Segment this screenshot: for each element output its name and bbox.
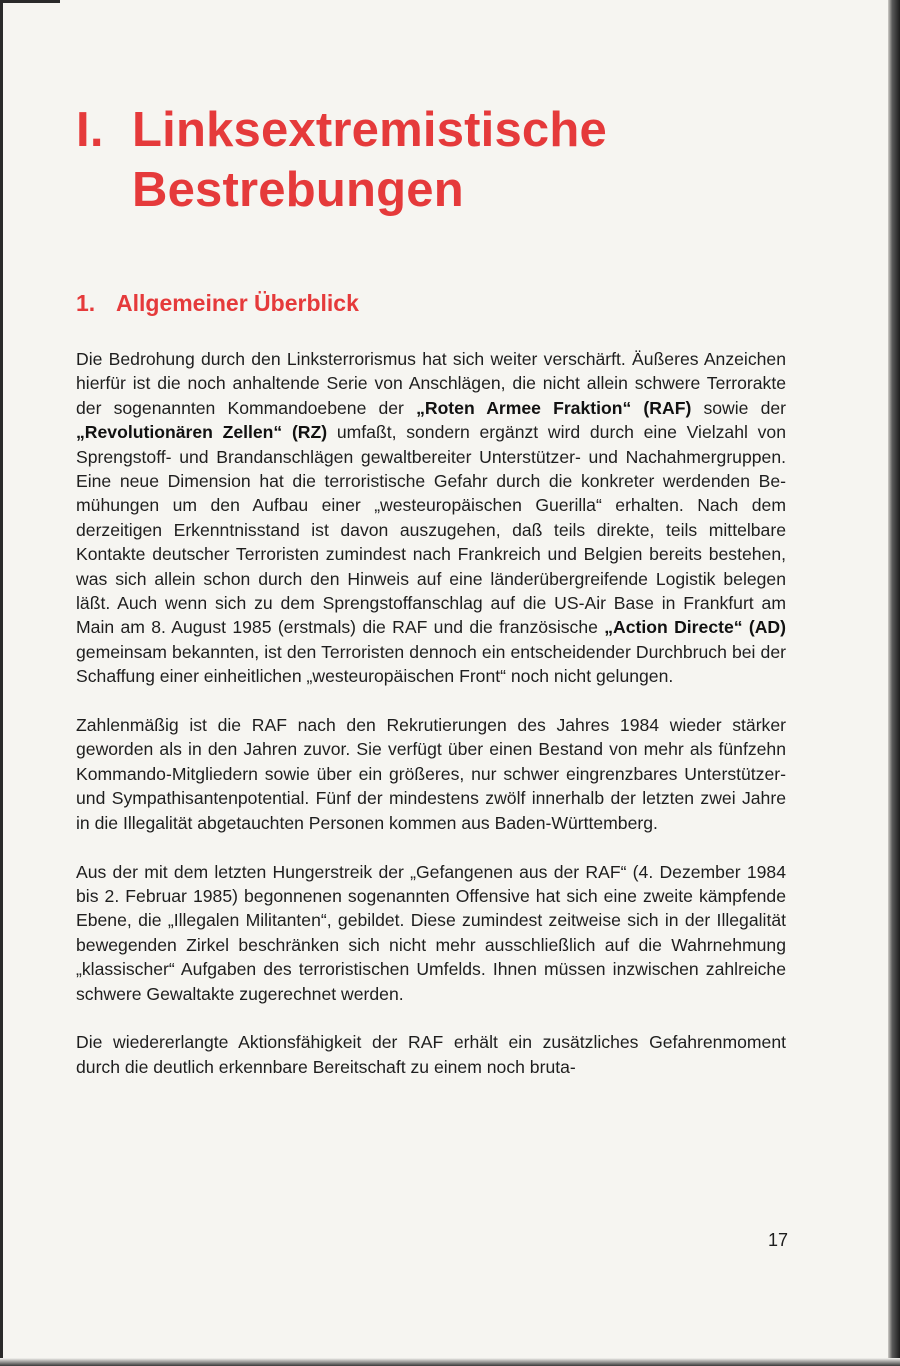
page-edge-right (888, 0, 900, 1366)
paragraph-1-text-c: umfaßt, sondern ergänzt wird durch eine Vielzahl von Sprengstoff- und Brandanschlägen gewaltbereiter Unterstützer- und Nachahmergruppen. Eine neue Dimension hat die terroristische Gefahr durch die konkreter werdenden Bemühungen um den Aufbau einer „westeuropäischen Guerilla“ erhalten. Nach dem derzeitigen Erkenntnisstand ist davon auszugehen, daß teils direkte, teils mittelbare Kontakte deutscher Terroristen zumindest nach Frankreich und Belgien bereits bestehen, was sich allein schon durch den Hinweis auf eine länderübergreifende Logistik belegen läßt. Auch wenn sich zu dem Sprengstoffanschlag auf die US-Air Base in Frankfurt am Main am 8. August 1985 (erstmals) die RAF und die französische (76, 422, 786, 638)
chapter-number: I. (76, 103, 104, 157)
term-ad: „Action Directe“ (AD) (604, 617, 786, 638)
paragraph-1-text-d: gemeinsam bekannten, ist den Terroristen dennoch ein entscheidender Durchbruch bei der Schaffung einer einheitlichen „westeuropäischen Front“ noch nicht gelungen. (76, 641, 786, 687)
paragraph-2: Zahlenmäßig ist die RAF nach den Rekrutierungen des Jahres 1984 wieder stärker geworden als in den Jahren zuvor. Sie verfügt über einen Bestand von mehr als fünfzehn Kommando-Mitgliedern sowie über ein größeres, nur schwer eingrenzbares Unterstützer- und Sympathisantenpotential. Fünf der mindestens zwölf innerhalb der letzten zwei Jahre in die Illegalität abgetauchten Personen kommen aus Baden-Württemberg. (76, 715, 786, 833)
paragraph-3: Aus der mit dem letzten Hungerstreik der „Gefangenen aus der RAF“ (4. Dezember 1984 bis 2. Februar 1985) begonnenen sogenannten Offensive hat sich eine zweite kämpfende Ebene, die „Illegalen Militanten“, gebildet. Diese zumindest zeitweise sich in der Illegalität bewegenden Zirkel beschränken sich nicht mehr ausschließlich auf die Wahrnehmung „klassischer“ Aufgaben des terroristischen Umfelds. Ihnen müssen inzwischen zahlreiche schwere Gewaltakte zugerechnet werden. (76, 861, 786, 1004)
page-edge-left (0, 0, 3, 1366)
paragraph-1-text-b: sowie der (691, 397, 786, 418)
section-number: 1. (76, 290, 96, 316)
chapter-title-line2: Bestrebungen (132, 163, 464, 217)
section-title (76, 288, 359, 318)
page-edge-top (0, 0, 60, 3)
paragraph-4: Die wiedererlangte Aktionsfähigkeit der RAF erhält ein zusätzliches Gefahrenmoment durch die deutlich erkennbare Bereitschaft zu einem noch bruta- (76, 1032, 786, 1077)
term-raf: „Roten Armee Fraktion“ (RAF) (416, 397, 692, 418)
chapter-title-line1: Linksextremistische (132, 103, 607, 157)
page-number: 17 (767, 1230, 788, 1250)
paragraph-1 (76, 347, 786, 689)
term-rz: „Revolutionären Zellen“ (RZ) (76, 422, 328, 443)
chapter-title (76, 100, 836, 220)
page-edge-bottom (0, 1358, 900, 1366)
body-text (76, 347, 786, 1104)
paragraph-1-text-a: Die Bedrohung durch den Linksterrorismus hat sich weiter verschärft. Äußeres Anzeichen hierfür ist die noch anhaltende Serie von Anschlägen, die nicht allein schwere Terrorakte der sogenannten Kommandoebene der (76, 349, 786, 418)
section-title-text: Allgemeiner Überblick (116, 290, 359, 316)
